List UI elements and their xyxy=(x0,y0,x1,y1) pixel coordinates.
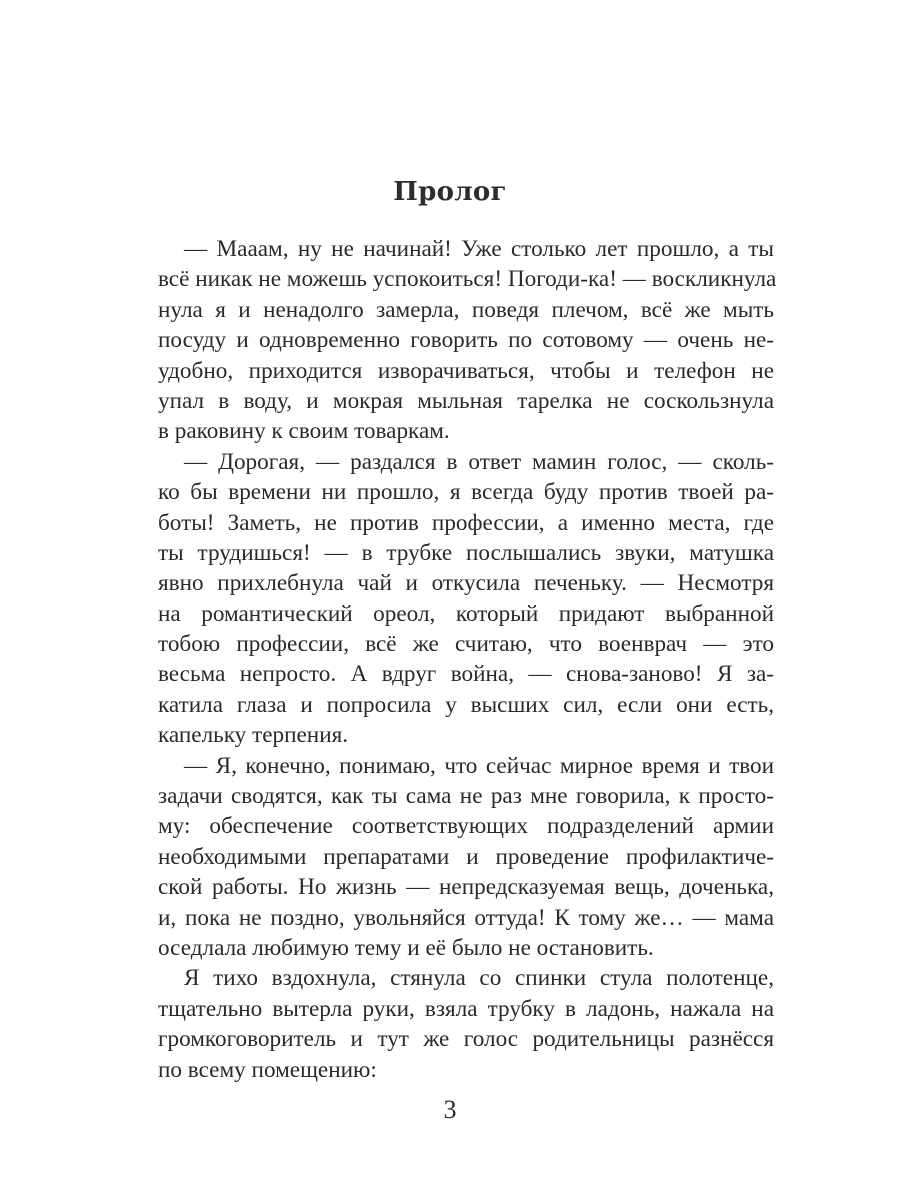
text-line: капельку терпения. xyxy=(158,722,349,749)
text-line: ко бы времени ни прошло, я всегда буду против твоей ра- xyxy=(158,479,774,506)
text-line: ской работы. Но жизнь — непредсказуемая вещь, доченька, xyxy=(158,874,774,901)
text-line: Я тихо вздохнула, стянула со спинки стула полотенце, xyxy=(184,965,774,992)
text-line: — Дорогая, — раздался в ответ мамин голос, — сколь- xyxy=(184,448,774,475)
text-line: необходимыми препаратами и проведение профилактиче- xyxy=(158,843,774,870)
text-line: — Я, конечно, понимаю, что сейчас мирное время и твои xyxy=(184,752,774,779)
page-number: 3 xyxy=(443,1095,457,1124)
text-line: тщательно вытерла руки, взяла трубку в ладонь, нажала на xyxy=(158,995,774,1022)
text-line: и, пока не поздно, увольняйся оттуда! К тому же… — мама xyxy=(158,904,774,931)
text-line: нула я и ненадолго замерла, поведя плечом, всё же мыть xyxy=(158,296,774,323)
text-line: всё никак не можешь успокоиться! Погоди-ка! — воскликнула xyxy=(158,266,777,293)
body-text xyxy=(158,234,777,1085)
text-line: ты трудишься! — в трубке послышались звуки, матушка xyxy=(158,539,774,566)
text-line: оседлала любимую тему и её было не остановить. xyxy=(158,934,654,961)
text-line: посуду и одновременно говорить по сотовому — очень не- xyxy=(158,327,774,354)
text-line: задачи сводятся, как ты сама не раз мне говорила, к просто- xyxy=(158,783,774,810)
text-line: явно прихлебнула чай и откусила печеньку. — Несмотря xyxy=(158,570,774,597)
text-line: му: обеспечение соответствующих подразделений армии xyxy=(158,813,774,840)
text-line: тобою профессии, всё же считаю, что военврач — это xyxy=(158,631,774,658)
text-line: в раковину к своим товаркам. xyxy=(158,418,450,445)
text-line: боты! Заметь, не против профессии, а именно места, где xyxy=(158,509,774,536)
text-line: громкоговоритель и тут же голос родительницы разнёсся xyxy=(158,1026,774,1053)
text-line: по всему помещению: xyxy=(158,1056,377,1083)
text-line: на романтический ореол, который придают выбранной xyxy=(158,600,774,627)
chapter-title: Пролог xyxy=(393,177,507,207)
text-line: удобно, приходится изворачиваться, чтобы и телефон не xyxy=(158,357,774,384)
text-line: весьма непросто. А вдруг война, — снова-заново! Я за- xyxy=(158,661,774,688)
text-line: — Мааам, ну не начинай! Уже столько лет прошло, а ты xyxy=(184,236,774,262)
text-line: катила глаза и попросила у высших сил, если они есть, xyxy=(158,691,774,718)
text-line: упал в воду, и мокрая мыльная тарелка не соскользнула xyxy=(158,387,774,414)
